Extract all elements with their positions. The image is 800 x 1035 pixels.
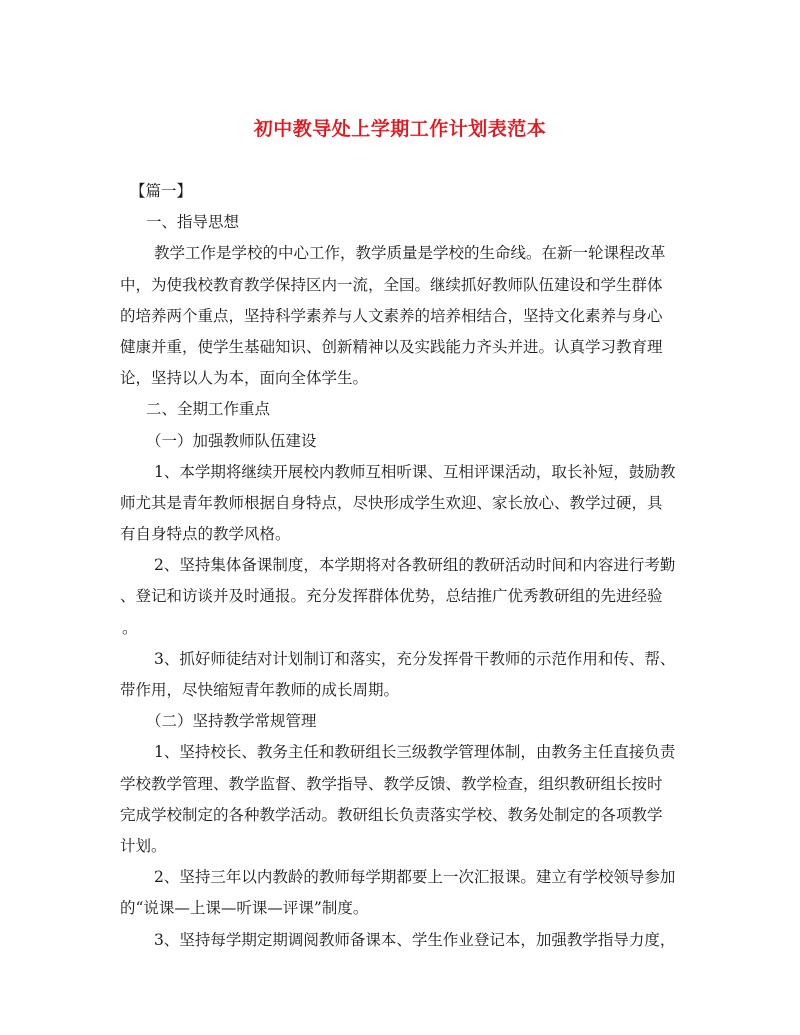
paragraph-line: 1、本学期将继续开展校内教师互相听课、互相评课活动，取长补短，鼓励教 [154,462,676,481]
paragraph-line: 健康并重，使学生基础知识、创新精神以及实践能力齐头并进。认真学习教育理 [120,337,663,356]
paragraph-line: 3、抓好师徒结对计划制订和落实，充分发挥骨干教师的示范作用和传、帮、 [154,649,676,668]
paragraph-line: 。 [122,618,138,637]
paragraph-line: 有自身特点的教学风格。 [120,525,291,544]
paragraph-line: 计划。 [120,836,167,855]
paragraph-line: 教学工作是学校的中心工作，教学质量是学校的生命线。在新一轮课程改革 [154,244,666,263]
paragraph-line: 论，坚持以人为本，面向全体学生。 [120,369,369,388]
document-title: 初中教导处上学期工作计划表范本 [253,118,547,140]
heading: 一、指导思想 [146,213,240,232]
paragraph-line: 2、坚持集体备课制度，本学期将对各教研组的教研活动时间和内容进行考勤 [154,556,676,575]
paragraph-line: 、登记和访谈并及时通报。充分发挥群体优势，总结推广优秀教研组的先进经验 [120,587,663,606]
subheading: （二）坚持教学常规管理 [146,712,317,731]
section-label: 【篇一】 [130,182,193,200]
subheading: （一）加强教师队伍建设 [146,431,317,450]
paragraph-line: 的“说课—上课—听课—评课”制度。 [120,899,369,918]
paragraph-line: 完成学校制定的各种教学活动。教研组长负责落实学校、教务处制定的各项教学 [120,805,663,824]
paragraph-line: 带作用，尽快缩短青年教师的成长周期。 [120,681,400,699]
document-body [120,176,686,956]
heading: 二、全期工作重点 [146,400,271,419]
paragraph-line: 2、坚持三年以内教龄的教师每学期都要上一次汇报课。建立有学校领导参加 [154,868,676,887]
paragraph-line: 中，为使我校教育教学保持区内一流，全国。继续抓好教师队伍建设和学生群体 [120,275,663,294]
paragraph-line: 的培养两个重点，坚持科学素养与人文素养的培养相结合，坚持文化素养与身心 [120,306,663,325]
paragraph-line: 3、坚持每学期定期调阅教师备课本、学生作业登记本，加强教学指导力度， [154,930,676,949]
paragraph-line: 学校教学管理、教学监督、教学指导、教学反馈、教学检查，组织教研组长按时 [120,774,663,793]
paragraph-line: 师尤其是青年教师根据自身特点，尽快形成学生欢迎、家长放心、教学过硬，具 [120,493,663,512]
paragraph-line: 1、坚持校长、教务主任和教研组长三级教学管理体制，由教务主任直接负责 [154,743,676,762]
